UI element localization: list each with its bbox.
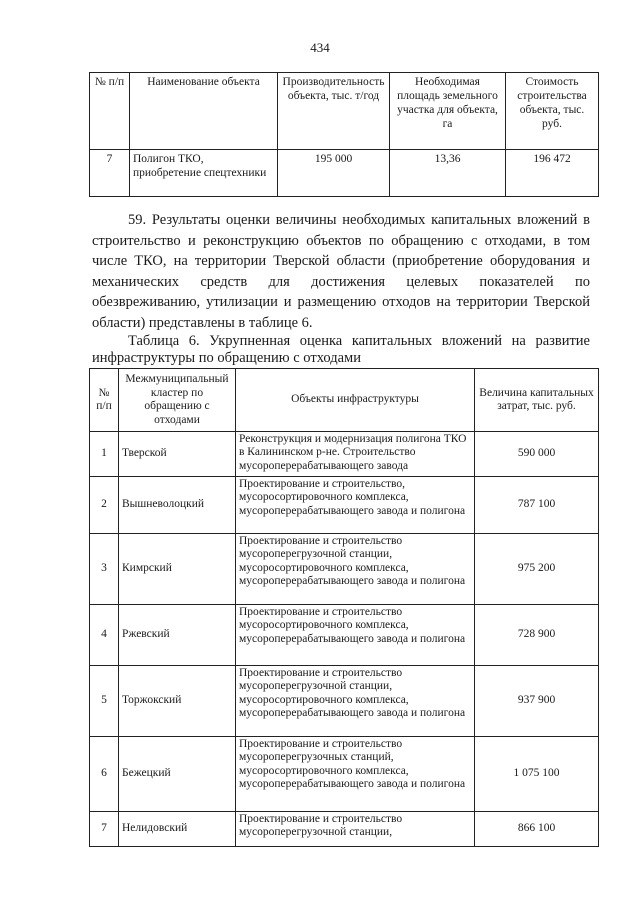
main-header-num: № п/п: [90, 369, 119, 432]
page-number: 434: [310, 40, 330, 55]
main-header-cluster: Межмуниципальный кластер по обращению с отходами: [119, 369, 236, 432]
cell-objects: Проектирование и строительство мусоросортировочного комплекса, мусороперерабатывающего завода и полигона: [236, 605, 475, 666]
main-header-objects: Объекты инфраструктуры: [236, 369, 475, 432]
cell-cluster: Нелидовский: [119, 812, 236, 847]
cell-num: 2: [90, 477, 119, 534]
cell-value: 866 100: [475, 812, 599, 847]
cell-num: 4: [90, 605, 119, 666]
cell-value: 975 200: [475, 534, 599, 605]
table-row: [90, 737, 599, 812]
cell-cluster: Тверской: [119, 432, 236, 477]
top-cell-area: 13,36: [390, 150, 506, 197]
top-table: [89, 72, 599, 197]
top-cell-name: Полигон ТКО, приобретение спецтехники: [130, 150, 278, 197]
cell-cluster: Вышневолоцкий: [119, 477, 236, 534]
cell-value: 1 075 100: [475, 737, 599, 812]
cell-num: 5: [90, 666, 119, 737]
top-table-header-row: [90, 73, 599, 150]
cell-cluster: Кимрский: [119, 534, 236, 605]
top-header-capacity: Производительность объекта, тыс. т/год: [278, 73, 390, 150]
top-cell-cost: 196 472: [506, 150, 599, 197]
cell-cluster: Бежецкий: [119, 737, 236, 812]
table-row: [90, 812, 599, 847]
cell-value: 728 900: [475, 605, 599, 666]
table-row: [90, 666, 599, 737]
top-cell-num: 7: [90, 150, 130, 197]
cell-num: 6: [90, 737, 119, 812]
cell-objects: Проектирование и строительство мусороперегрузочной станции, мусоросортировочного комплекса, мусороперерабатывающего завода и полигона: [236, 666, 475, 737]
cell-objects: Проектирование и строительство мусороперегрузочной станции,: [236, 812, 475, 847]
top-header-cost: Стоимость строительства объекта, тыс. руб.: [506, 73, 599, 150]
cell-value: 937 900: [475, 666, 599, 737]
main-header-value: Величина капитальных затрат, тыс. руб.: [475, 369, 599, 432]
table-row: [90, 432, 599, 477]
cell-value: 787 100: [475, 477, 599, 534]
main-table-header-row: [90, 369, 599, 432]
table-caption-text: Таблица 6. Укрупненная оценка капитальных вложений на развитие инфраструктуры по обращению с отходами: [92, 333, 590, 366]
cell-cluster: Торжокский: [119, 666, 236, 737]
cell-objects: Проектирование и строительство мусороперегрузочной станции, мусоросортировочного комплекса, мусороперерабатывающего завода и полигона: [236, 534, 475, 605]
cell-num: 7: [90, 812, 119, 847]
table-row: [90, 605, 599, 666]
paragraph-59: [92, 210, 590, 334]
cell-objects: Проектирование и строительство, мусоросортировочного комплекса, мусороперерабатывающего завода и полигона: [236, 477, 475, 534]
top-header-name: Наименование объекта: [130, 73, 278, 150]
cell-value: 590 000: [475, 432, 599, 477]
table-caption: [92, 333, 590, 367]
top-header-area: Необходимая площадь земельного участка для объекта, га: [390, 73, 506, 150]
cell-cluster: Ржевский: [119, 605, 236, 666]
cell-objects: Реконструкция и модернизация полигона ТКО в Калининском р-не. Строительство мусороперерабатывающего завода: [236, 432, 475, 477]
cell-num: 1: [90, 432, 119, 477]
table-row: [90, 150, 599, 197]
cell-num: 3: [90, 534, 119, 605]
table-row: [90, 477, 599, 534]
paragraph-text: 59. Результаты оценки величины необходимых капитальных вложений в строительство и реконструкцию объектов по обращению с отходами, в том числе ТКО, на территории Тверской области (приобретение оборудования и механических средств для достижения целевых показателей по обезвреживанию, утилизации и размещению отходов на территории Тверской области) представлены в таблице 6.: [92, 212, 590, 331]
top-cell-capacity: 195 000: [278, 150, 390, 197]
main-table: [89, 368, 599, 847]
top-header-num: № п/п: [90, 73, 130, 150]
cell-objects: Проектирование и строительство мусороперегрузочных станций, мусоросортировочного комплекса, мусороперерабатывающего завода и полигона: [236, 737, 475, 812]
table-row: [90, 534, 599, 605]
